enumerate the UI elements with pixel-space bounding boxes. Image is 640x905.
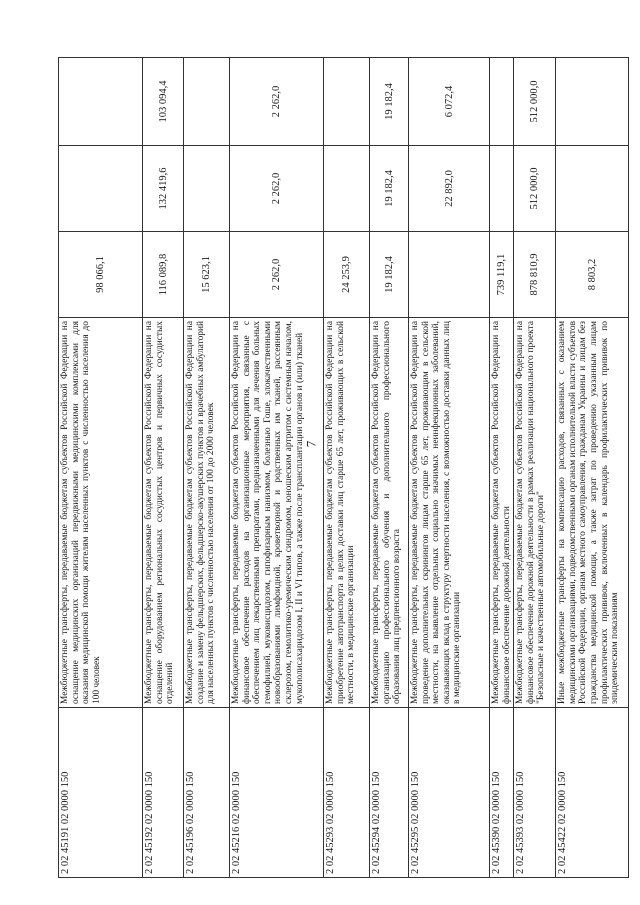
amount-year-3-cell — [324, 58, 370, 146]
amount-year-3-cell: 6 072,4 — [409, 58, 490, 146]
amount-year-2-cell — [324, 146, 370, 232]
amount-year-1-cell: 878 810,9 — [514, 232, 556, 318]
table-row — [514, 58, 556, 878]
amount-year-3-cell — [490, 58, 514, 146]
budget-code-cell: 2 02 45295 02 0000 150 — [409, 708, 490, 878]
description-cell: Межбюджетные трансферты, передаваемые бюджетам субъектов Российской Федерации на финансовое обеспечение расходов на организационные мероприятия, связанные с обеспечением лиц лекарственными препаратами, предназначенными для лечения больных гемофилией, муковисцидозом, гипофизарным нанизмом, болезнью Гоше, злокачественными новообразованиями лимфоидной, кроветворной и родственных им тканей, рассеянным склерозом, гемолитико-уремическим синдромом, юношеским артритом с системным началом, мукополисахаридозом I, II и VI типов, а также после трансплантации органов и (или) тканей — [230, 318, 324, 708]
budget-code-cell: 2 02 45390 02 0000 150 — [490, 708, 514, 878]
amount-year-3-cell: 512 000,0 — [514, 58, 556, 146]
description-cell: Межбюджетные трансферты, передаваемые бюджетам субъектов Российской Федерации на организацию профессионального обучения и дополнительного профессионального образования лиц предпенсионного возраста — [370, 318, 409, 708]
amount-year-1-cell: 98 066,1 — [59, 232, 143, 318]
amount-year-3-cell — [184, 58, 230, 146]
table-row — [370, 58, 409, 878]
description-cell: Межбюджетные трансферты, передаваемые бюджетам субъектов Российской Федерации на приобретение автотранспорта в целях доставки лиц старше 65 лет, проживающих в сельской местности, в медицинские организации — [324, 318, 370, 708]
amount-year-2-cell — [59, 146, 143, 232]
amount-year-2-cell: 132 419,6 — [143, 146, 184, 232]
amount-year-3-cell: 19 182,4 — [370, 58, 409, 146]
description-cell: Иные межбюджетные трансферты на компенсацию расходов, связанных с оказанием медицинскими организациями, подведомственными органам исполнительной власти субъектов Российской Федерации, органам местного самоуправления, гражданам Украины и лицам без гражданства медицинской помощи, а также затрат по проведению указанным лицам профилактических прививок, включенных в календарь профилактических прививок по эпидемическим показаниям — [556, 318, 629, 708]
amount-year-3-cell — [556, 58, 629, 146]
table-row — [184, 58, 230, 878]
description-cell: Межбюджетные трансферты, передаваемые бюджетам субъектов Российской Федерации на оснащение оборудованием региональных сосудистых центров и первичных сосудистых отделений — [143, 318, 184, 708]
amount-year-2-cell — [184, 146, 230, 232]
description-cell: Межбюджетные трансферты, передаваемые бюджетам субъектов Российской Федерации на проведение дополнительных скринингов лицам старше 65 лет, проживающим в сельской местности, на выявление отдельных социально значимых неинфекционных заболеваний, оказывающих вклад в структуру смертности населения, с возможностью доставки данных лиц в медицинские организации — [409, 318, 490, 708]
amount-year-3-cell — [59, 58, 143, 146]
table-row — [143, 58, 184, 878]
table-row — [230, 58, 324, 878]
table-row — [409, 58, 490, 878]
amount-year-1-cell — [409, 232, 490, 318]
amount-year-2-cell — [490, 146, 514, 232]
description-cell: Межбюджетные трансферты, передаваемые бюджетам субъектов Российской Федерации на создание и замену фельдшерских, фельдшерско-акушерских пунктов и врачебных амбулаторий для населенных пунктов с численностью населения от 100 до 2000 человек — [184, 318, 230, 708]
table-row — [490, 58, 514, 878]
budget-table — [58, 57, 629, 878]
amount-year-1-cell: 19 182,4 — [370, 232, 409, 318]
amount-year-3-cell: 2 262,0 — [230, 58, 324, 146]
budget-code-cell: 2 02 45216 02 0000 150 — [230, 708, 324, 878]
amount-year-1-cell: 116 089,8 — [143, 232, 184, 318]
amount-year-3-cell: 103 094,4 — [143, 58, 184, 146]
amount-year-1-cell: 8 803,2 — [556, 232, 629, 318]
amount-year-2-cell: 22 892,0 — [409, 146, 490, 232]
amount-year-2-cell: 2 262,0 — [230, 146, 324, 232]
table-row — [556, 58, 629, 878]
table-row — [324, 58, 370, 878]
amount-year-1-cell: 2 262,0 — [230, 232, 324, 318]
budget-code-cell: 2 02 45191 02 0000 150 — [59, 708, 143, 878]
rotated-page — [58, 58, 621, 878]
budget-code-cell: 2 02 45393 02 0000 150 — [514, 708, 556, 878]
budget-code-cell: 2 02 45422 02 0000 150 — [556, 708, 629, 878]
budget-code-cell: 2 02 45293 02 0000 150 — [324, 708, 370, 878]
amount-year-1-cell: 739 119,1 — [490, 232, 514, 318]
description-cell: Межбюджетные трансферты, передаваемые бюджетам субъектов Российской Федерации на оснащение медицинских организаций передвижными медицинскими комплексами для оказания медицинской помощи жителям населенных пунктов с численностью населения до 100 человек — [59, 318, 143, 708]
amount-year-2-cell — [556, 146, 629, 232]
amount-year-2-cell: 19 182,4 — [370, 146, 409, 232]
amount-year-1-cell: 24 253,9 — [324, 232, 370, 318]
page-number: 7 — [303, 440, 319, 448]
budget-code-cell: 2 02 45192 02 0000 150 — [143, 708, 184, 878]
description-cell: Межбюджетные трансферты, передаваемые бюджетам субъектов Российской Федерации на финансовое обеспечение дорожной деятельности — [490, 318, 514, 708]
budget-code-cell: 2 02 45294 02 0000 150 — [370, 708, 409, 878]
amount-year-2-cell: 512 000,0 — [514, 146, 556, 232]
amount-year-1-cell: 15 623,1 — [184, 232, 230, 318]
table-row — [59, 58, 143, 878]
description-cell: Межбюджетные трансферты, передаваемые бюджетам субъектов Российской Федерации на финансовое обеспечение дорожной деятельности в рамках реализации национального проекта "Безопасные и качественные автомобильные дороги" — [514, 318, 556, 708]
budget-code-cell: 2 02 45196 02 0000 150 — [184, 708, 230, 878]
